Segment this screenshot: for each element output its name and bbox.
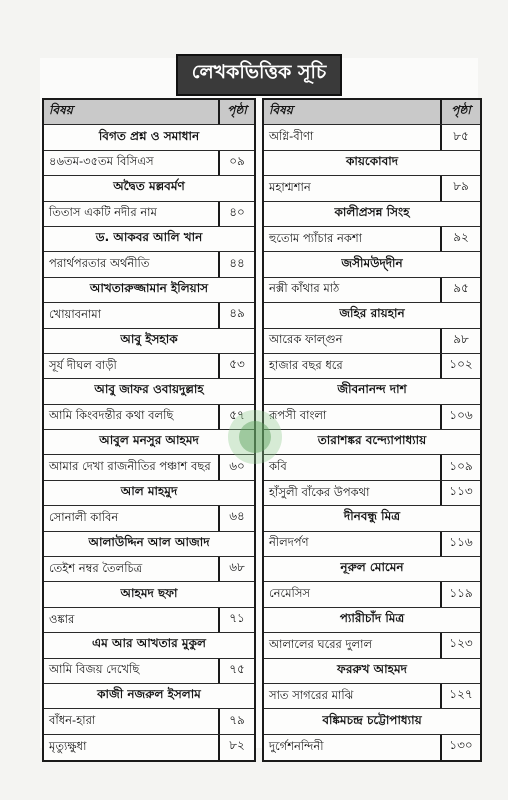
title-banner xyxy=(40,58,478,92)
book-title: রূপসী বাংলা xyxy=(269,408,327,423)
page-number: ৭৫ xyxy=(218,659,254,683)
book-title: আলালের ঘরের দুলাল xyxy=(269,636,373,651)
book-title: নক্সী কাঁথার মাঠ xyxy=(269,281,340,296)
page-number: ৪৪ xyxy=(218,252,254,276)
page-number: ৪৯ xyxy=(218,303,254,327)
book-entry-row xyxy=(264,176,480,201)
author-name: দীনবন্ধু মিত্র xyxy=(343,509,401,524)
column-header-subject: বিষয় xyxy=(49,103,73,118)
book-entry-row xyxy=(44,202,254,227)
book-title: হুতোম প্যাঁচার নকশা xyxy=(269,230,363,245)
author-heading-row xyxy=(44,430,254,455)
book-entry-row xyxy=(44,506,254,531)
author-heading-row xyxy=(44,227,254,252)
page-number: ৭১ xyxy=(218,608,254,632)
book-title: হাজার বছর ধরে xyxy=(269,357,343,372)
author-name: আবু ইসহাক xyxy=(120,331,178,346)
author-name: আহমদ ছফা xyxy=(120,585,178,600)
author-heading-row xyxy=(264,151,480,176)
author-heading-row xyxy=(44,633,254,658)
author-heading-row xyxy=(44,379,254,404)
page-number: ১২৭ xyxy=(440,684,480,708)
page-number: ১৩০ xyxy=(440,735,480,760)
page-number: ১১৬ xyxy=(440,532,480,556)
page-number: ১২৩ xyxy=(440,633,480,657)
author-name: ড. আকবর আলি খান xyxy=(95,230,203,245)
book-entry-row xyxy=(264,329,480,354)
page-number: ০৯ xyxy=(218,151,254,175)
book-title: ৪৬তম-৩৫তম বিসিএস xyxy=(49,154,154,169)
page-number: ১০৬ xyxy=(440,405,480,429)
author-name: আখতারুজ্জামান ইলিয়াস xyxy=(89,280,209,295)
author-name: আল মাহমুদ xyxy=(120,484,178,499)
book-entry-row xyxy=(264,684,480,709)
page-number: ৫৭ xyxy=(218,405,254,429)
book-entry-row xyxy=(44,252,254,277)
author-heading-row xyxy=(264,557,480,582)
author-heading-row xyxy=(264,379,480,404)
author-name: জহির রায়হান xyxy=(339,306,405,321)
author-name: বঙ্কিমচন্দ্র চট্টোপাধ্যায় xyxy=(322,712,422,727)
column-header-subject: বিষয় xyxy=(269,103,293,118)
page-number: ১০২ xyxy=(440,354,480,378)
page-number: ৬৪ xyxy=(218,506,254,530)
author-name: বিগত প্রশ্ন ও সমাধান xyxy=(98,128,200,143)
book-title: দুর্গেশনন্দিনী xyxy=(269,738,324,753)
author-heading-row xyxy=(264,252,480,277)
author-name: কাজী নজরুল ইসলাম xyxy=(97,687,201,702)
book-title: আমার দেখা রাজনীতির পঞ্চাশ বছর xyxy=(49,459,211,474)
column-header-page: পৃষ্ঠা xyxy=(440,100,480,124)
page-number: ১১৩ xyxy=(440,481,480,505)
book-title: আরেক ফাল্গুন xyxy=(269,332,343,347)
book-entry-row xyxy=(44,608,254,633)
book-title: কবি xyxy=(269,459,287,474)
author-heading-row xyxy=(44,582,254,607)
book-title: সাত সাগরের মাঝি xyxy=(269,687,354,702)
watermark-seal xyxy=(228,410,282,464)
author-name: অদ্বৈত মল্লবর্মণ xyxy=(113,179,185,194)
page-number: ৯৮ xyxy=(440,329,480,353)
page-number: ৬৮ xyxy=(218,557,254,581)
book-title: আমি কিংবদন্তীর কথা বলছি xyxy=(49,408,174,423)
author-name: আবু জাফর ওবায়দুল্লাহ xyxy=(94,382,204,397)
book-title: তিতাস একটি নদীর নাম xyxy=(49,205,157,220)
author-heading-row xyxy=(264,202,480,227)
page-number: ৯২ xyxy=(440,227,480,251)
table-header-row xyxy=(44,100,254,125)
column-header-page: পৃষ্ঠা xyxy=(218,100,254,124)
page-number: ১০৯ xyxy=(440,455,480,479)
author-heading-row xyxy=(264,506,480,531)
book-title: নেমেসিস xyxy=(269,586,311,601)
book-title: সূর্য দীঘল বাড়ী xyxy=(49,357,117,372)
author-heading-row xyxy=(44,481,254,506)
book-title: সোনালী কাবিন xyxy=(49,509,119,524)
author-name: এম আর আখতার মুকুল xyxy=(92,636,206,651)
book-entry-row xyxy=(264,405,480,430)
book-entry-row xyxy=(44,151,254,176)
book-title: মৃত্যুক্ষুধা xyxy=(49,738,87,753)
book-entry-row xyxy=(264,278,480,303)
author-name: কায়কোবাদ xyxy=(345,153,399,168)
book-entry-row xyxy=(264,481,480,506)
page-number: ৫৩ xyxy=(218,354,254,378)
book-entry-row xyxy=(44,455,254,480)
author-heading-row xyxy=(44,532,254,557)
book-title: হাঁসুলী বাঁকের উপকথা xyxy=(269,484,370,499)
book-entry-row xyxy=(44,405,254,430)
author-name: কালীপ্রসন্ন সিংহ xyxy=(334,204,410,219)
page-title: লেখকভিত্তিক সূচি xyxy=(176,54,342,96)
author-heading-row xyxy=(264,709,480,734)
author-heading-row xyxy=(44,125,254,150)
watermark-seal-center xyxy=(239,421,271,453)
page-number: ৮৯ xyxy=(440,176,480,200)
book-title: নীলদর্পণ xyxy=(269,535,309,550)
book-entry-row xyxy=(264,633,480,658)
author-name: তারাশঙ্কর বন্দ্যোপাধ্যায় xyxy=(317,433,427,448)
author-heading-row xyxy=(264,430,480,455)
book-title: অগ্নি-বীণা xyxy=(269,129,314,144)
author-name: নূরুল মোমেন xyxy=(340,560,404,575)
author-name: ফররুখ আহমদ xyxy=(337,661,407,676)
page-number: ৮৫ xyxy=(440,125,480,149)
author-name: জসীমউদ্‌দীন xyxy=(341,255,403,270)
right-index-table xyxy=(262,98,482,762)
page-number: ৪০ xyxy=(218,202,254,226)
author-heading-row xyxy=(264,303,480,328)
book-entry-row xyxy=(264,735,480,760)
author-name: প্যারীচাঁদ মিত্র xyxy=(339,611,405,625)
book-entry-row xyxy=(264,227,480,252)
page-number: ৯৫ xyxy=(440,278,480,302)
page-number: ৮২ xyxy=(218,735,254,760)
author-name: আলাউদ্দিন আল আজাদ xyxy=(88,534,210,549)
book-entry-row xyxy=(44,709,254,734)
table-header-row xyxy=(264,100,480,125)
author-name: আবুল মনসুর আহমদ xyxy=(99,433,199,448)
book-entry-row xyxy=(44,659,254,684)
book-title: মহাশ্মশান xyxy=(269,179,311,194)
author-heading-row xyxy=(44,684,254,709)
book-entry-row xyxy=(44,557,254,582)
author-heading-row xyxy=(44,278,254,303)
book-title: আমি বিজয় দেখেছি xyxy=(49,662,140,677)
book-title: তেইশ নম্বর তৈলচিত্র xyxy=(49,560,143,575)
author-heading-row xyxy=(264,659,480,684)
page-number: ৭৯ xyxy=(218,709,254,733)
book-entry-row xyxy=(264,582,480,607)
book-entry-row xyxy=(264,125,480,150)
book-title: খোয়াবনামা xyxy=(49,306,101,321)
left-index-table xyxy=(42,98,256,762)
book-entry-row xyxy=(264,455,480,480)
book-title: বাঁধন-হারা xyxy=(49,713,96,728)
book-entry-row xyxy=(44,354,254,379)
book-entry-row xyxy=(264,532,480,557)
index-page xyxy=(40,58,478,753)
author-heading-row xyxy=(44,329,254,354)
book-entry-row xyxy=(44,735,254,760)
page-number: ১১৯ xyxy=(440,582,480,606)
author-heading-row xyxy=(264,608,480,633)
author-heading-row xyxy=(44,176,254,201)
author-name: জীবনানন্দ দাশ xyxy=(337,382,407,397)
page-number: ৬০ xyxy=(218,455,254,479)
book-entry-row xyxy=(264,354,480,379)
book-title: ওঙ্কার xyxy=(49,611,75,626)
book-entry-row xyxy=(44,303,254,328)
book-title: পরার্থপরতার অর্থনীতি xyxy=(49,256,150,271)
